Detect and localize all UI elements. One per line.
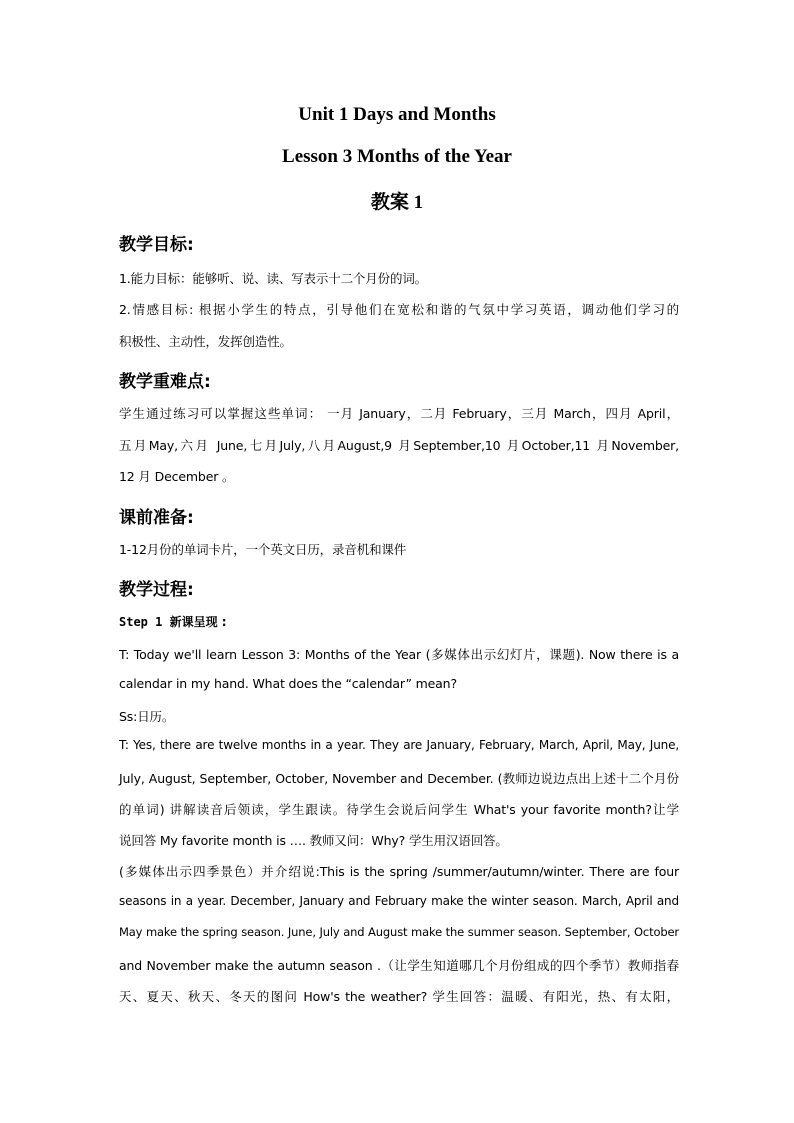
preparation-line: 1-12月份的单词卡片，一个英文日历，录音机和课件 [119, 542, 407, 557]
step-title: 新课呈现 : [169, 615, 227, 629]
step-1-title [119, 613, 227, 630]
process-line: 天、夏天、秋天、冬天的图问 How's the weather? 学生回答：温暖、有阳光，热、有太阳， [119, 989, 679, 1004]
process-heading: 教学过程: [119, 580, 194, 600]
process-line: T: Today we'll learn Lesson 3: Months of the Year (多媒体出示幻灯片，课题). Now there is a [119, 647, 679, 662]
process-line: T: Yes, there are twelve months in a year. They are January, February, March, April, May, June, [119, 738, 679, 752]
process-line: 说回答 My favorite month is …. 教师又问：Why? 学生用汉语回答。 [119, 833, 508, 848]
unit-title: Unit 1 Days and Months [298, 104, 496, 125]
process-line: and November make the autumn season .（让学生知道哪几个月份组成的四个季节）教师指春 [119, 958, 679, 973]
key-points-line: 学生通过练习可以掌握这些单词： 一月 January，二月 February，三月 March，四月 April， [119, 406, 679, 421]
process-line: Ss:日历。 [119, 709, 175, 724]
process-line: calendar in my hand. What does the “calendar” mean? [119, 676, 457, 691]
key-points-heading: 教学重难点: [119, 372, 211, 392]
process-line: 的单词) 讲解读音后领读，学生跟读。待学生会说后问学生 What's your favorite month?让学 [119, 802, 679, 817]
process-line: seasons in a year. December, January and February make the winter season. March, April and [119, 894, 679, 908]
preparation-heading: 课前准备: [119, 508, 194, 528]
step-label: Step 1 [119, 615, 170, 629]
goals-line: 1.能力目标：能够听、说、读、写表示十二个月份的词。 [119, 271, 428, 286]
goals-line: 2.情感目标: 根据小学生的特点，引导他们在宽松和谐的气氛中学习英语，调动他们学习的 [119, 302, 679, 317]
lesson-title: Lesson 3 Months of the Year [282, 146, 512, 167]
key-points-line: 12 月 December 。 [119, 469, 235, 484]
plan-title: 教案 1 [370, 192, 424, 213]
process-line: (多媒体出示四季景色）并介绍说:This is the spring /summer/autumn/winter. There are four [119, 864, 679, 879]
process-line: May make the spring season. June, July and August make the summer season. September, October [119, 925, 679, 939]
goals-heading: 教学目标: [119, 235, 194, 255]
process-line: July, August, September, October, November and December. (教师边说边点出上述十二个月份 [119, 771, 679, 786]
key-points-line: 五月May,六月 June,七月July,八月August,9 月September,10 月October,11 月November, [119, 438, 679, 453]
goals-line: 积极性、主动性，发挥创造性。 [119, 334, 292, 349]
